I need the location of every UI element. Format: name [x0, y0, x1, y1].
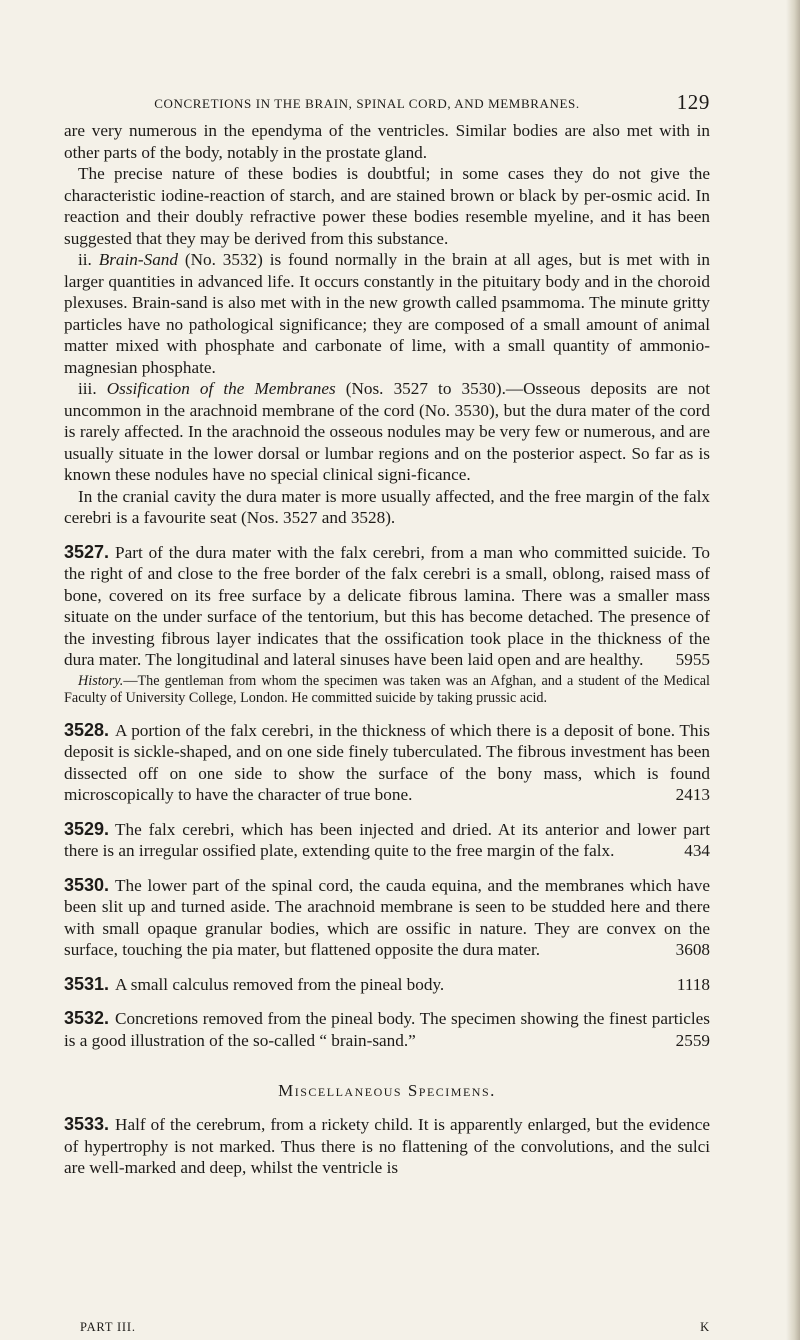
specimen-number: 3527.: [64, 541, 110, 562]
specimen-number: 3531.: [64, 973, 110, 994]
specimen-number: 3529.: [64, 818, 110, 839]
intro-paragraph-2: The precise nature of these bodies is doubtful; in some cases they do not give the characteristic iodine-reaction of starch, and are stained brown or black by per-osmic acid. In reaction and their doubly refractive power these bodies resemble myeline, and it has been suggested that they may be derived from this substance.: [64, 164, 710, 248]
specimen-number: 3530.: [64, 874, 110, 895]
section-heading: Miscellaneous Specimens.: [278, 1081, 496, 1100]
specimen-entry-3527: [64, 542, 710, 671]
specimen-entry-3532: [64, 1008, 710, 1051]
specimen-text: Part of the dura mater with the falx cerebri, from a man who committed suicide. To the right of and close to the free border of the falx cerebri is a small, oblong, raised mass of bone, covered on its free surface by a delicate fibrous lamina. There was a smaller mass situate on the under surface of the tentorium, but this has become detached. The presence of the investing fibrous layer indicates that the ossification took place in the thickness of the dura mater. The longitudinal and lateral sinuses have been laid open and are healthy.: [64, 542, 710, 669]
specimen-text: The lower part of the spinal cord, the cauda equina, and the membranes which have been slit up and turned aside. The arachnoid membrane is seen to be studded here and there with small opaque granular bodies, which are ossific in nature. They are convex on the surface, touching the pia mater, but flattened opposite the dura mater.: [64, 875, 710, 959]
specimen-entry-3533: [64, 1114, 710, 1179]
specimen-reference: 434: [684, 841, 710, 860]
ossification-paragraph: [64, 378, 710, 486]
brain-sand-label: ii.: [78, 250, 99, 269]
specimen-number: 3528.: [64, 719, 110, 740]
gathering-signature: K: [700, 1320, 710, 1334]
specimen-reference: 1118: [676, 974, 710, 994]
specimen-entry-3528: [64, 720, 710, 806]
specimen-history-3527: [64, 673, 710, 707]
specimen-reference: 5955: [675, 650, 710, 669]
page-number: 129: [676, 90, 710, 114]
specimen-text: A small calculus removed from the pineal body.: [115, 974, 445, 994]
cranial-paragraph: In the cranial cavity the dura mater is more usually affected, and the free margin of the falx cerebri is a favourite seat (Nos. 3527 and 3528).: [64, 486, 710, 527]
history-label: History.: [78, 672, 124, 689]
brain-sand-paragraph: [64, 249, 710, 378]
ossification-text: (Nos. 3527 to 3530).—Osseous deposits are not uncommon in the arachnoid membrane of the cord (No. 3530), but the dura mater of the cord is rarely affected. In the arachnoid the osseous nodules may be very few or numerous, and are usually situate in the lower dorsal or lumbar regions and on the posterior aspect. So far as is known these nodules have no special clinical signi-ficance.: [64, 379, 710, 484]
history-text: —The gentleman from whom the specimen was taken was an Afghan, and a student of the Medical Faculty of University College, London. He committed suicide by taking prussic acid.: [64, 672, 710, 706]
specimen-entry-3530: [64, 875, 710, 961]
specimen-text: A portion of the falx cerebri, in the thickness of which there is a deposit of bone. This deposit is sickle-shaped, and on one side finely tuberculated. The fibrous investment has been dissected off on one side to show the surface of the bony mass, which is found microscopically to have the character of true bone.: [64, 720, 710, 804]
specimen-entry-3531: [64, 974, 710, 996]
brain-sand-heading: Brain-Sand: [98, 250, 178, 269]
specimen-reference: 3608: [675, 940, 710, 959]
running-head: CONCRETIONS IN THE BRAIN, SPINAL CORD, AND MEMBRANES.: [154, 96, 580, 111]
specimen-entry-3529: [64, 819, 710, 862]
page-header: [64, 90, 710, 120]
page-edge-shadow: [786, 0, 800, 1340]
ossification-heading: Ossification of the Membranes: [106, 379, 336, 398]
specimen-reference: 2559: [675, 1030, 710, 1050]
part-signature: PART III.: [80, 1320, 136, 1334]
intro-paragraph-1: are very numerous in the ependyma of the ventricles. Similar bodies are also met with in other parts of the body, notably in the prostate gland.: [64, 121, 710, 162]
specimen-text: The falx cerebri, which has been injected and dried. At its anterior and lower part there is an irregular ossified plate, extending quite to the free margin of the falx.: [64, 819, 710, 860]
specimen-number: 3533.: [64, 1114, 110, 1134]
specimen-number: 3532.: [64, 1008, 110, 1028]
specimen-text: Concretions removed from the pineal body. The specimen showing the finest particles is a good illustration of the so-called “ brain-sand.”: [64, 1009, 710, 1050]
ossification-label: iii.: [78, 379, 107, 398]
specimen-reference: 2413: [675, 785, 710, 804]
brain-sand-text: (No. 3532) is found normally in the brain at all ages, but is met with in larger quantities in advanced life. It occurs constantly in the pituitary body and in the choroid plexuses. Brain-sand is also met with in the new growth called psammoma. The minute gritty particles have no pathological significance; they are composed of a small amount of animal matter mixed with phosphate and carbonate of lime, with a small quantity of ammonio-magnesian phosphate.: [64, 250, 710, 377]
specimen-text: Half of the cerebrum, from a rickety child. It is apparently enlarged, but the evidence of hypertrophy is not marked. Thus there is no flattening of the convolutions, and the sulci are well-marked and deep, whilst the ventricle is: [64, 1115, 710, 1177]
